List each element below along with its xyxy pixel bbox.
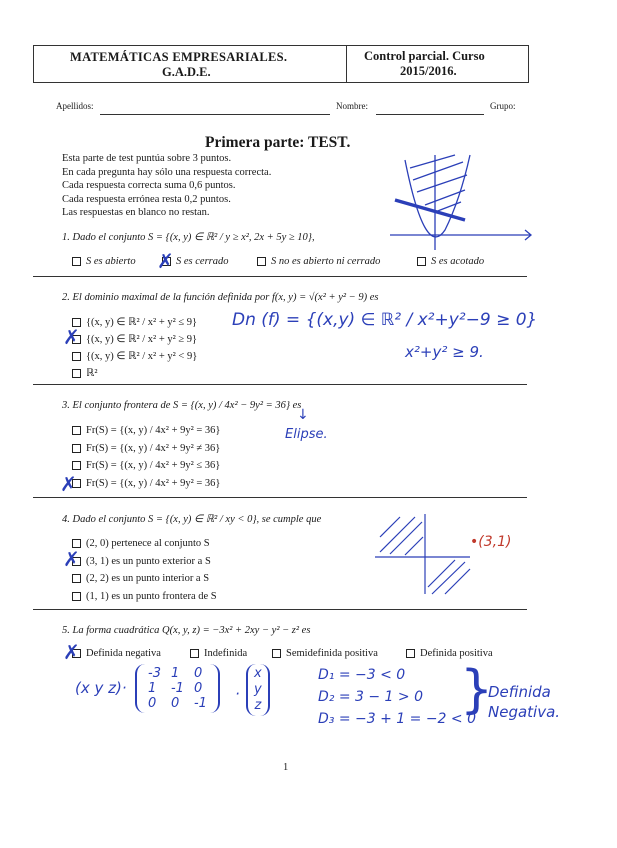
checkbox[interactable] — [72, 592, 81, 601]
q5-option-b[interactable]: Indefinida — [190, 648, 247, 659]
q3-options — [72, 422, 220, 492]
matrix-cell: 0 — [193, 666, 203, 681]
surname-label: Apellidos: — [56, 101, 94, 111]
name-line — [376, 114, 484, 115]
checkbox[interactable] — [72, 461, 81, 470]
q5-option-a[interactable]: Definida negativa — [72, 648, 161, 659]
matrix-cell: 1 — [170, 666, 180, 681]
checkbox[interactable] — [72, 574, 81, 583]
q1-option-d[interactable]: S es acotado — [417, 256, 484, 267]
q1-option-c[interactable]: S no es abierto ni cerrado — [257, 256, 380, 267]
q3-option-c[interactable]: Fr(S) = {(x, y) / 4x² + 9y² ≤ 36} — [72, 457, 220, 475]
q5-option-c[interactable]: Semidefinida positiva — [272, 648, 378, 659]
checkbox[interactable] — [72, 352, 81, 361]
mark-cross-icon: ✗ — [63, 325, 80, 349]
down-arrow-icon: ↓ — [297, 407, 309, 423]
vector-cell: x — [254, 666, 262, 681]
checkbox[interactable] — [72, 369, 81, 378]
section-title: Primera parte: TEST. — [205, 134, 351, 151]
matrix-cell: 0 — [193, 681, 203, 696]
checkbox[interactable] — [272, 649, 281, 658]
program-name: G.A.D.E. — [162, 65, 211, 79]
q4-option-c[interactable]: (2, 2) es un punto interior a S — [72, 570, 217, 588]
instruction-line: Cada respuesta correcta suma 0,6 puntos. — [62, 180, 236, 191]
name-label: Nombre: — [336, 101, 368, 111]
q2-option-b[interactable]: {(x, y) ∈ ℝ² / x² + y² ≥ 9} — [72, 331, 197, 348]
academic-year: 2015/2016. — [400, 64, 457, 78]
divider — [33, 497, 527, 498]
matrix-cell: -3 — [148, 666, 161, 681]
q4-options — [72, 535, 217, 605]
q3-handwritten-note: Elipse. — [285, 427, 328, 442]
q3-option-d[interactable]: Fr(S) = {(x, y) / 4x² + 9y² = 36} — [72, 475, 220, 493]
page-number: 1 — [283, 762, 289, 773]
divider — [33, 609, 527, 610]
q5-row-vector: (x y z)· — [75, 679, 127, 697]
q1-sketch — [385, 150, 535, 255]
q4-sketch — [370, 512, 475, 597]
conclusion-line: Definida — [488, 683, 551, 701]
instruction-line: En cada pregunta hay sólo una respuesta correcta. — [62, 166, 272, 178]
q1-option-b[interactable]: S es cerrado — [162, 256, 229, 267]
instruction-line: Cada respuesta errónea resta 0,2 puntos. — [62, 193, 231, 205]
matrix-cell: 0 — [148, 696, 157, 711]
q4-option-a[interactable]: (2, 0) pertenece al conjunto S — [72, 535, 217, 553]
question-4: 4. Dado el conjunto S = {(x, y) ∈ ℝ² / xy < 0}, se cumple que — [62, 514, 322, 525]
checkbox[interactable] — [257, 257, 266, 266]
matrix-cell: 0 — [170, 696, 180, 711]
checkbox[interactable] — [72, 426, 81, 435]
instruction-line: Esta parte de test puntúa sobre 3 puntos. — [62, 153, 232, 164]
matrix-cell: 1 — [148, 681, 157, 696]
q1-option-a[interactable]: S es abierto — [72, 256, 136, 267]
q2-options — [72, 314, 197, 382]
conclusion-line: Negativa. — [488, 703, 561, 721]
instruction-line: Las respuestas en blanco no restan. — [62, 207, 210, 218]
q5-multiply-dot: · — [235, 685, 240, 703]
question-5: 5. La forma cuadrática Q(x, y, z) = −3x² + 2xy − y² − z² es — [62, 625, 311, 636]
minor-d2: D₂ = 3 − 1 > 0 — [318, 689, 424, 705]
course-title: MATEMÁTICAS EMPRESARIALES. — [70, 50, 288, 64]
q2-option-d[interactable]: ℝ² — [72, 365, 197, 382]
matrix-cell: -1 — [193, 696, 207, 711]
q2-option-a[interactable]: {(x, y) ∈ ℝ² / x² + y² ≤ 9} — [72, 314, 197, 331]
group-label: Grupo: — [490, 101, 516, 111]
surname-line — [100, 114, 330, 115]
checkbox[interactable] — [417, 257, 426, 266]
q2-option-c[interactable]: {(x, y) ∈ ℝ² / x² + y² < 9} — [72, 348, 197, 365]
checkbox[interactable] — [406, 649, 415, 658]
mark-cross-icon: ✗ — [63, 640, 80, 664]
q5-minors — [318, 664, 476, 730]
q5-matrix — [135, 664, 220, 713]
matrix-cell: -1 — [170, 681, 184, 696]
right-brace-icon: } — [460, 660, 494, 720]
q5-column-vector — [246, 664, 270, 716]
minor-d3: D₃ = −3 + 1 = −2 < 0 — [318, 711, 477, 727]
divider — [33, 276, 527, 277]
mark-cross-icon: ✗ — [60, 472, 77, 496]
q4-handwritten-point: •(3,1) — [470, 534, 512, 550]
question-3: 3. El conjunto frontera de S = {(x, y) / 4x² − 9y² = 36} es — [62, 400, 302, 411]
mark-cross-icon: ✗ — [63, 547, 80, 571]
checkbox[interactable] — [72, 257, 81, 266]
question-2: 2. El dominio maximal de la función definida por f(x, y) = √(x² + y² − 9) es — [62, 292, 379, 303]
q5-conclusion — [488, 682, 560, 722]
exam-label: Control parcial. Curso — [364, 49, 485, 63]
divider — [33, 384, 527, 385]
minor-d1: D₁ = −3 < 0 — [318, 667, 406, 683]
header-box — [33, 45, 529, 83]
checkbox[interactable] — [72, 444, 81, 453]
q5-option-d[interactable]: Definida positiva — [406, 648, 493, 659]
q3-option-b[interactable]: Fr(S) = {(x, y) / 4x² + 9y² ≠ 36} — [72, 440, 220, 458]
instructions — [62, 152, 271, 220]
vector-cell: y — [254, 682, 262, 697]
q2-handwritten-result: x²+y² ≥ 9. — [405, 343, 484, 361]
question-1: 1. Dado el conjunto S = {(x, y) ∈ ℝ² / y ≥ x², 2x + 5y ≥ 10}, — [62, 232, 315, 243]
q2-handwritten-domain: Dn (f) = {(x,y) ∈ ℝ² / x²+y²−9 ≥ 0} — [232, 310, 538, 330]
q3-option-a[interactable]: Fr(S) = {(x, y) / 4x² + 9y² = 36} — [72, 422, 220, 440]
mark-cross-icon: ✗ — [157, 249, 174, 273]
checkbox[interactable] — [190, 649, 199, 658]
q4-option-b[interactable]: (3, 1) es un punto exterior a S — [72, 553, 217, 571]
vector-cell: z — [254, 698, 262, 713]
q4-option-d[interactable]: (1, 1) es un punto frontera de S — [72, 588, 217, 606]
